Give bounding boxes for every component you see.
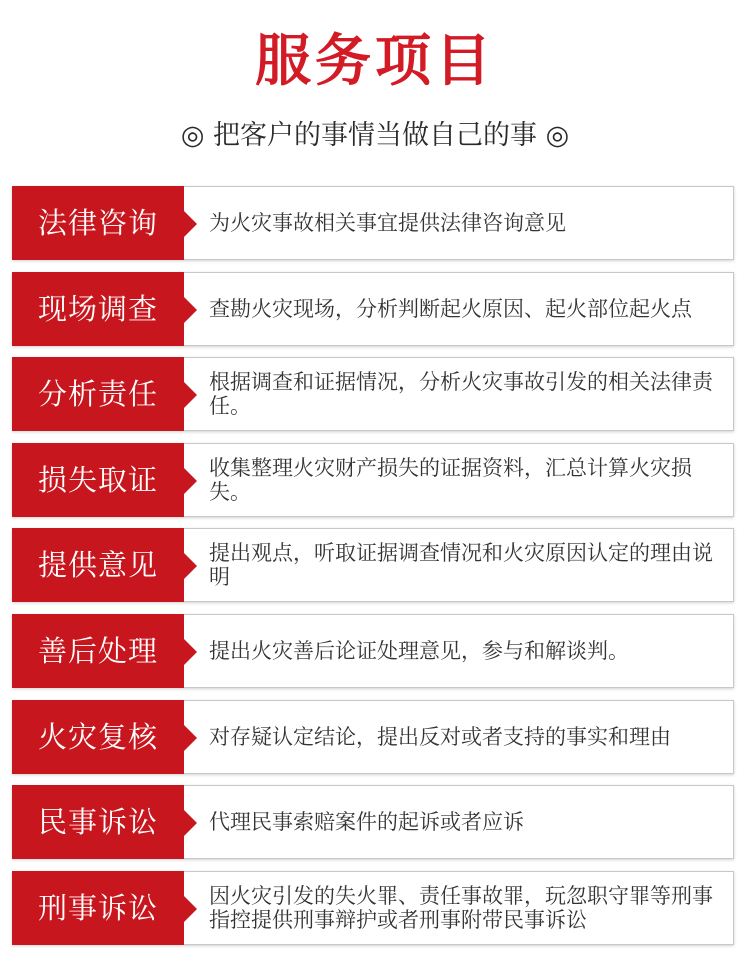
service-label: 民事诉讼 xyxy=(12,785,184,859)
service-item-site-investigation xyxy=(12,272,734,346)
service-item-opinions xyxy=(12,528,734,602)
arrow-right-icon xyxy=(184,468,197,494)
service-label: 火灾复核 xyxy=(12,700,184,774)
service-item-legal-consulting xyxy=(12,186,734,260)
service-description: 提出火灾善后论证处理意见，参与和解谈判。 xyxy=(209,638,629,663)
page-title: 服务项目 xyxy=(255,29,495,94)
arrow-right-icon xyxy=(184,297,197,323)
arrow-right-icon xyxy=(184,639,197,665)
service-description: 为火灾事故相关事宜提供法律咨询意见 xyxy=(209,211,566,235)
service-list xyxy=(12,186,734,956)
arrow-right-icon xyxy=(184,211,197,237)
service-label: 刑事诉讼 xyxy=(12,871,184,945)
service-item-liability-analysis xyxy=(12,357,734,431)
service-description: 提出观点，听取证据调查情况和火灾原因认定的理由说明 xyxy=(209,541,713,590)
service-description: 代理民事索赔案件的起诉或者应诉 xyxy=(209,810,524,835)
service-item-loss-evidence xyxy=(12,443,734,517)
service-item-aftermath xyxy=(12,614,734,688)
arrow-right-icon xyxy=(184,896,197,922)
arrow-right-icon xyxy=(184,810,197,836)
service-label: 提供意见 xyxy=(12,528,184,602)
service-item-fire-review xyxy=(12,700,734,774)
service-label: 法律咨询 xyxy=(12,186,184,260)
service-description: 收集整理火灾财产损失的证据资料，汇总计算火灾损失。 xyxy=(209,455,692,504)
service-description: 根据调查和证据情况，分析火灾事故引发的相关法律责任。 xyxy=(209,370,713,419)
service-label: 分析责任 xyxy=(12,357,184,431)
page-subtitle: ◎ 把客户的事情当做自己的事 ◎ xyxy=(180,120,570,151)
service-label: 损失取证 xyxy=(12,443,184,517)
arrow-right-icon xyxy=(184,382,197,408)
service-item-criminal-litigation xyxy=(12,871,734,945)
service-label: 善后处理 xyxy=(12,614,184,688)
page-header xyxy=(0,0,750,186)
service-description: 因火灾引发的失火罪、责任事故罪，玩忽职守罪等刑事指控提供刑事辩护或者刑事附带民事诉讼 xyxy=(209,883,713,932)
service-label: 现场调查 xyxy=(12,272,184,346)
arrow-right-icon xyxy=(184,725,197,751)
arrow-right-icon xyxy=(184,553,197,579)
service-description: 对存疑认定结论，提出反对或者支持的事实和理由 xyxy=(209,724,671,749)
service-item-civil-litigation xyxy=(12,785,734,859)
service-description: 查勘火灾现场，分析判断起火原因、起火部位起火点 xyxy=(209,296,692,321)
